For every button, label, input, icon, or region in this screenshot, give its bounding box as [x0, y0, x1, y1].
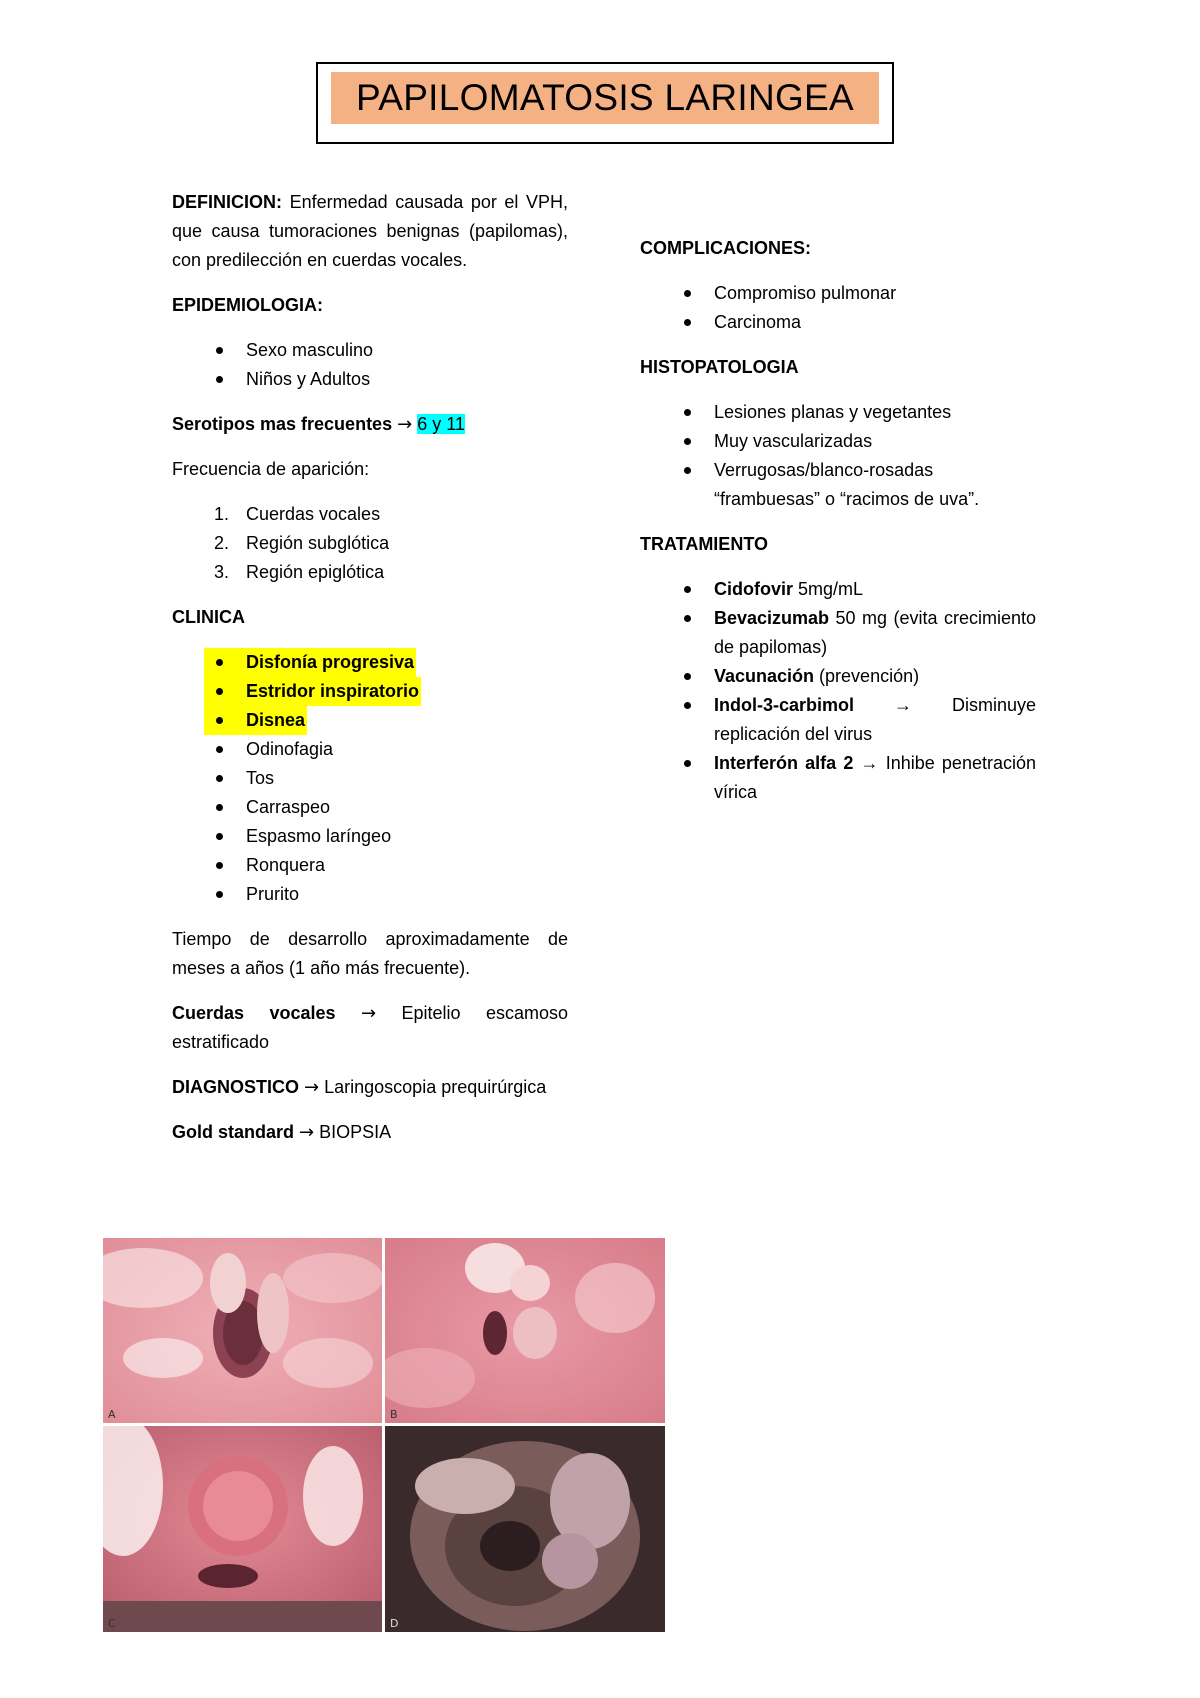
definicion-label: DEFINICION:: [172, 192, 282, 212]
list-item: Carcinoma: [640, 308, 1036, 337]
histopatologia-heading: HISTOPATOLOGIA: [640, 357, 799, 377]
bullet-icon: [216, 891, 223, 898]
bullet-icon: [684, 319, 691, 326]
bullet-icon: [216, 717, 223, 724]
tiempo-paragraph: Tiempo de desarrollo aproximadamente de meses a años (1 año más frecuente).: [172, 929, 568, 978]
cuerdas-label: Cuerdas vocales: [172, 1003, 336, 1023]
clinica-heading: CLINICA: [172, 607, 245, 627]
image-panel-a: [103, 1238, 382, 1423]
serotipos-line: [172, 410, 568, 439]
arrow-right-icon: →: [360, 1003, 377, 1024]
bullet-icon: [216, 775, 223, 782]
laryngoscopy-image-d: [385, 1426, 665, 1632]
list-item: Odinofagia: [172, 735, 568, 764]
list-item: Muy vascularizadas: [640, 427, 1036, 456]
diagnostico-label: DIAGNOSTICO: [172, 1077, 300, 1097]
tratamiento-list: [640, 575, 1036, 807]
clinica-list: [172, 648, 568, 909]
epidemiologia-heading: EPIDEMIOLOGIA:: [172, 295, 324, 315]
bullet-icon: [216, 347, 223, 354]
panel-label-c: C: [108, 1617, 116, 1630]
serotipos-value: 6 y 11: [417, 414, 465, 434]
bullet-icon: [684, 290, 691, 297]
laryngoscopy-image-b: [385, 1238, 665, 1423]
right-column: [640, 234, 1036, 823]
list-item: Ronquera: [172, 851, 568, 880]
bullet-icon: [216, 862, 223, 869]
cuerdas-paragraph: Cuerdas vocales → Epitelio escamoso estratificado: [172, 1003, 568, 1052]
frecuencia-list: [172, 500, 568, 587]
bullet-icon: [216, 659, 223, 666]
list-item: Vacunación (prevención): [640, 662, 1036, 691]
bullet-icon: [216, 833, 223, 840]
diagnostico-paragraph: DIAGNOSTICO → Laringoscopia prequirúrgica: [172, 1077, 547, 1098]
definicion-text: Enfermedad causada por el VPH, que causa tumoraciones benignas (papilomas), con predilección en cuerdas vocales.: [172, 192, 568, 270]
bullet-icon: [684, 438, 691, 445]
list-item-highlighted: Disnea: [172, 706, 568, 735]
list-item-highlighted: Disfonía progresiva: [172, 648, 568, 677]
left-column: [172, 188, 568, 1163]
bullet-icon: [216, 746, 223, 753]
list-item: Prurito: [172, 880, 568, 909]
gold-label: Gold standard: [172, 1122, 295, 1142]
epidemiologia-list: [172, 336, 568, 394]
bullet-icon: [684, 615, 691, 622]
image-panel-b: [385, 1238, 665, 1423]
list-item: Niños y Adultos: [172, 365, 568, 394]
page-title: PAPILOMATOSIS LARINGEA: [331, 72, 879, 124]
image-panel-d: [385, 1426, 665, 1632]
bullet-icon: [684, 702, 691, 709]
histopatologia-list: [640, 398, 1036, 514]
list-item: Indol-3-carbimol → Disminuye replicación del virus: [640, 691, 1036, 749]
list-item: Sexo masculino: [172, 336, 568, 365]
complicaciones-list: [640, 279, 1036, 337]
list-item-highlighted: Estridor inspiratorio: [172, 677, 568, 706]
list-item: Interferón alfa 2 → Inhibe penetración vírica: [640, 749, 1036, 807]
arrow-right-icon: →: [299, 1122, 315, 1143]
list-item: Carraspeo: [172, 793, 568, 822]
gold-standard-line: Gold standard → BIOPSIA: [172, 1122, 392, 1143]
arrow-right-icon: →: [304, 1077, 320, 1098]
list-item: 1. Cuerdas vocales: [214, 504, 381, 524]
bullet-icon: [684, 467, 691, 474]
list-item: 3. Región epiglótica: [214, 562, 385, 582]
bullet-icon: [684, 586, 691, 593]
list-item: Lesiones planas y vegetantes: [640, 398, 1036, 427]
list-item: Espasmo laríngeo: [172, 822, 568, 851]
title-box: [316, 62, 894, 144]
tratamiento-heading: TRATAMIENTO: [640, 534, 768, 554]
panel-label-d: D: [390, 1617, 399, 1630]
bullet-icon: [684, 409, 691, 416]
complicaciones-heading: COMPLICACIONES:: [640, 238, 811, 258]
bullet-icon: [216, 688, 223, 695]
laryngoscopy-image-c: [103, 1426, 382, 1632]
definicion-paragraph: [172, 188, 568, 275]
list-item: Verrugosas/blanco-rosadas “frambuesas” o “racimos de uva”.: [640, 456, 1036, 514]
list-item: 2. Región subglótica: [214, 533, 390, 553]
list-item: Cidofovir 5mg/mL: [640, 575, 1036, 604]
list-item: Tos: [172, 764, 568, 793]
list-item: Compromiso pulmonar: [640, 279, 1036, 308]
list-item: Bevacizumab 50 mg (evita crecimiento de papilomas): [640, 604, 1036, 662]
arrow-right-icon: →: [397, 414, 413, 435]
bullet-icon: [216, 376, 223, 383]
bullet-icon: [684, 760, 691, 767]
panel-label-a: A: [108, 1408, 116, 1421]
bullet-icon: [684, 673, 691, 680]
frecuencia-heading: Frecuencia de aparición:: [172, 459, 370, 479]
laryngoscopy-image-a: [103, 1238, 382, 1423]
image-panel-c: [103, 1426, 382, 1632]
panel-label-b: B: [390, 1408, 398, 1421]
bullet-icon: [216, 804, 223, 811]
laryngoscopy-figure: [103, 1238, 665, 1632]
serotipos-label: Serotipos mas frecuentes: [172, 414, 393, 434]
